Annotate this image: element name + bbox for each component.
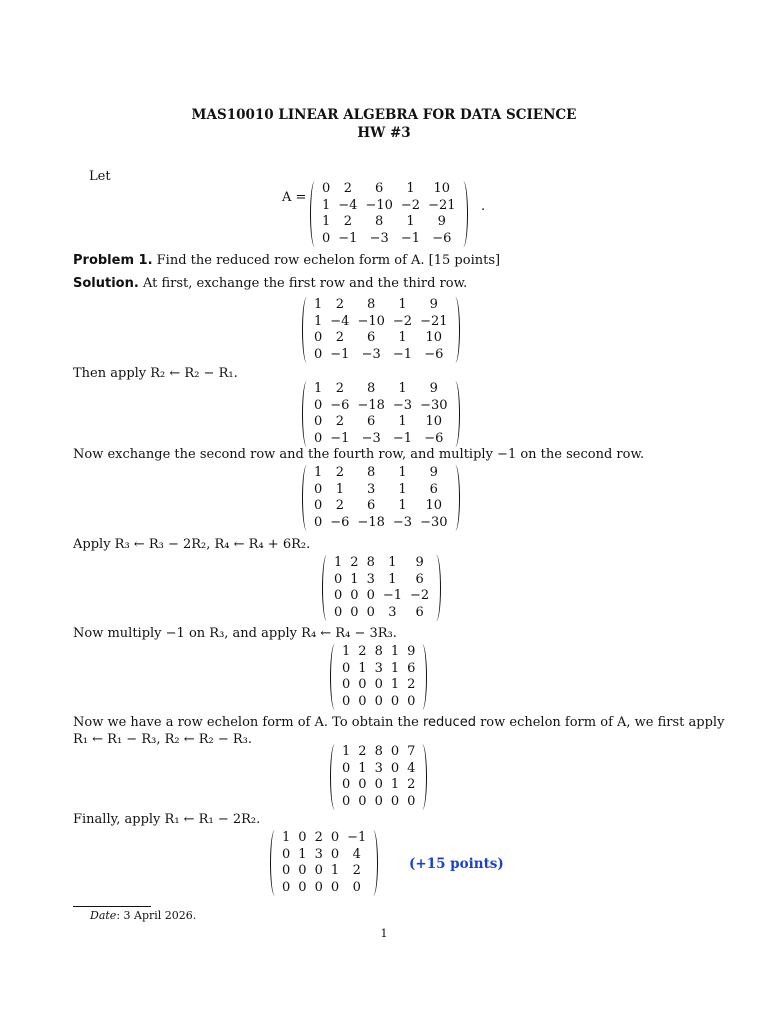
matrix-entry: 4 — [407, 760, 416, 776]
footnote-label: Date — [90, 909, 117, 922]
matrix-entry: 1 — [298, 846, 307, 862]
matrix-entry: 0 — [334, 588, 343, 603]
matrix-entry: 0 — [407, 793, 416, 809]
matrix-entry: 1 — [322, 214, 331, 229]
matrix-entry: −3 — [392, 514, 413, 530]
matrix-a — [310, 181, 468, 247]
matrix-entry: 4 — [352, 846, 361, 862]
right-paren — [419, 744, 427, 810]
matrix-entry: 1 — [314, 297, 323, 312]
step-text-7: Finally, apply R₁ ← R₁ − 2R₂. — [73, 812, 261, 827]
matrix-entry: −4 — [338, 197, 358, 213]
matrix-a-label: A = — [282, 190, 307, 205]
matrix-row — [310, 482, 452, 499]
left-paren — [330, 744, 338, 810]
matrix-row — [330, 605, 433, 622]
matrix-entry: 1 — [398, 465, 407, 480]
matrix-entry: 0 — [366, 588, 375, 603]
matrix-entry: 6 — [407, 660, 416, 676]
matrix-table — [310, 465, 452, 531]
matrix-entry: −21 — [420, 313, 448, 329]
matrix-row — [338, 677, 419, 694]
left-paren — [302, 297, 310, 363]
matrix-entry: 0 — [374, 777, 383, 792]
matrix-entry: 1 — [406, 181, 415, 196]
matrix-entry: −2 — [400, 197, 421, 213]
matrix-entry: 0 — [390, 693, 400, 709]
matrix-entry: 0 — [342, 660, 351, 676]
matrix-entry: 1 — [390, 644, 400, 659]
course-title: MAS10010 LINEAR ALGEBRA FOR DATA SCIENCE — [191, 107, 577, 123]
left-paren — [302, 465, 310, 531]
matrix-entry: 0 — [390, 793, 400, 809]
matrix-entry: −1 — [330, 430, 350, 446]
matrix-entry: 0 — [342, 693, 351, 709]
page-number: 1 — [380, 927, 388, 940]
matrix-entry: 1 — [398, 297, 407, 312]
matrix-entry: 1 — [388, 571, 397, 587]
matrix-entry: 10 — [433, 181, 451, 196]
matrix-entry: 2 — [314, 830, 323, 845]
matrix-entry: 2 — [352, 863, 361, 878]
matrix-entry: −1 — [347, 830, 367, 845]
matrix-entry: 2 — [335, 381, 344, 396]
matrix-entry: 0 — [334, 571, 343, 587]
footnote-text: : 3 April 2026. — [116, 909, 197, 922]
matrix-entry: −1 — [382, 588, 403, 603]
matrix-table — [338, 644, 419, 710]
matrix-entry: −21 — [428, 197, 456, 213]
right-paren — [452, 297, 460, 363]
matrix-entry: 0 — [330, 830, 340, 845]
matrix-entry: 1 — [398, 498, 407, 513]
step-text-4: Apply R₃ ← R₃ − 2R₂, R₄ ← R₄ + 6R₂. — [73, 537, 311, 552]
matrix-row — [330, 588, 433, 605]
matrix-table — [338, 744, 419, 810]
matrix-entry: 6 — [415, 571, 424, 587]
matrix-row — [338, 661, 419, 678]
matrix-entry: 10 — [425, 414, 443, 429]
matrix-entry: 2 — [335, 414, 344, 429]
matrix-entry: 3 — [367, 481, 376, 497]
matrix-entry: 0 — [314, 330, 323, 345]
matrix-entry: 0 — [314, 481, 323, 497]
matrix-entry: 0 — [298, 830, 307, 845]
matrix-entry: 9 — [429, 465, 438, 480]
matrix-entry: 8 — [367, 297, 376, 312]
matrix-entry: 2 — [343, 214, 352, 229]
matrix-entry: 3 — [314, 846, 323, 862]
matrix-entry: 0 — [358, 677, 367, 692]
matrix-entry: −4 — [330, 313, 350, 329]
matrix-entry: 3 — [374, 760, 383, 776]
matrix-entry: −6 — [330, 514, 350, 530]
matrix-entry: 0 — [350, 588, 359, 603]
matrix-entry: −3 — [361, 430, 381, 446]
matrix-row — [278, 863, 370, 880]
matrix-entry: −30 — [420, 514, 448, 530]
matrix-entry: 6 — [415, 604, 424, 620]
matrix-entry: 0 — [342, 793, 351, 809]
matrix-row — [338, 644, 419, 661]
right-paren — [370, 830, 378, 896]
let-text: Let — [89, 169, 111, 184]
matrix-entry: 0 — [330, 846, 340, 862]
matrix-entry: 8 — [375, 214, 384, 229]
problem-statement — [73, 252, 703, 270]
matrix-entry: 0 — [334, 604, 343, 620]
matrix-entry: 0 — [314, 397, 323, 413]
left-paren — [330, 644, 338, 710]
matrix-row — [278, 880, 370, 897]
matrix-table — [330, 555, 433, 621]
step-text-6 — [73, 714, 725, 732]
matrix-entry: 1 — [342, 644, 351, 659]
matrix-entry: 1 — [322, 197, 331, 213]
matrix-entry: 8 — [374, 644, 383, 659]
matrix-row — [338, 777, 419, 794]
footnote-rule — [73, 906, 151, 907]
matrix-entry: 0 — [350, 604, 359, 620]
right-paren — [460, 181, 468, 247]
matrix-entry: −6 — [424, 430, 444, 446]
points-badge: (+15 points) — [409, 856, 504, 872]
matrix-entry: −1 — [400, 230, 421, 246]
matrix-entry: 1 — [314, 465, 323, 480]
step-text-6-end: row echelon form of A, we first apply — [480, 715, 725, 730]
matrix-entry: 1 — [330, 863, 340, 878]
matrix-entry: 1 — [334, 555, 343, 570]
matrix-entry: 10 — [425, 330, 443, 345]
matrix-entry: 9 — [415, 555, 424, 570]
matrix-final — [270, 830, 378, 896]
matrix-step-6 — [330, 744, 427, 810]
matrix-entry: 0 — [314, 430, 323, 446]
solution-label: Solution. — [73, 276, 139, 291]
matrix-entry: 0 — [314, 879, 323, 895]
matrix-entry: 1 — [282, 830, 291, 845]
matrix-step-5 — [330, 644, 427, 710]
matrix-entry: 2 — [335, 465, 344, 480]
matrix-entry: 2 — [335, 498, 344, 513]
matrix-row — [310, 414, 452, 431]
matrix-entry: −10 — [357, 313, 385, 329]
right-paren — [433, 555, 441, 621]
matrix-entry: 8 — [367, 381, 376, 396]
matrix-entry: 1 — [398, 414, 407, 429]
matrix-entry: −2 — [410, 588, 430, 603]
matrix-entry: 1 — [398, 330, 407, 345]
homework-number: HW #3 — [357, 125, 411, 141]
solution-text: At first, exchange the first row and the third row. — [142, 276, 468, 291]
matrix-table — [310, 381, 452, 447]
matrix-entry: 2 — [358, 644, 367, 659]
matrix-entry: 0 — [390, 760, 400, 776]
matrix-entry: 0 — [358, 693, 367, 709]
matrix-entry: −1 — [330, 346, 350, 362]
matrix-table — [278, 830, 370, 896]
matrix-entry: 0 — [358, 793, 367, 809]
matrix-entry: 0 — [314, 863, 323, 878]
matrix-entry: 0 — [322, 230, 331, 246]
matrix-entry: 0 — [342, 777, 351, 792]
matrix-entry: 1 — [390, 677, 400, 692]
matrix-row — [310, 498, 452, 515]
matrix-entry: 6 — [367, 414, 376, 429]
matrix-entry: 0 — [358, 777, 367, 792]
step-text-5: Now multiply −1 on R₃, and apply R₄ ← R₄ − 3R₃. — [73, 626, 397, 641]
matrix-row — [310, 465, 452, 482]
matrix-a-period: . — [481, 199, 486, 214]
matrix-row — [330, 555, 433, 572]
matrix-entry: 6 — [367, 498, 376, 513]
matrix-entry: 0 — [322, 181, 331, 196]
right-paren — [452, 381, 460, 447]
matrix-entry: 9 — [437, 214, 446, 229]
matrix-entry: 0 — [314, 346, 323, 362]
matrix-entry: 0 — [330, 879, 340, 895]
matrix-entry: −2 — [392, 313, 413, 329]
problem-label: Problem 1. — [73, 253, 153, 268]
matrix-entry: 8 — [374, 744, 383, 759]
step-text-2: Then apply R₂ ← R₂ − R₁. — [73, 366, 238, 381]
matrix-entry: −18 — [357, 514, 385, 530]
left-paren — [322, 555, 330, 621]
matrix-entry: 3 — [374, 660, 383, 676]
matrix-entry: −1 — [338, 230, 358, 246]
matrix-entry: 2 — [350, 555, 359, 570]
matrix-step-2 — [302, 381, 460, 447]
matrix-entry: 0 — [390, 744, 400, 759]
matrix-entry: 0 — [282, 863, 291, 878]
matrix-row — [318, 214, 460, 231]
matrix-table — [318, 181, 460, 247]
matrix-row — [310, 330, 452, 347]
matrix-entry: 0 — [374, 793, 383, 809]
matrix-entry: 2 — [335, 330, 344, 345]
matrix-entry: 0 — [282, 879, 291, 895]
matrix-row — [338, 761, 419, 778]
matrix-entry: 2 — [407, 677, 416, 692]
matrix-entry: −30 — [420, 397, 448, 413]
matrix-entry: 0 — [282, 846, 291, 862]
matrix-entry: −1 — [392, 430, 413, 446]
matrix-entry: 0 — [314, 498, 323, 513]
matrix-entry: 6 — [367, 330, 376, 345]
matrix-row — [310, 314, 452, 331]
left-paren — [270, 830, 278, 896]
matrix-entry: 0 — [314, 514, 323, 530]
matrix-entry: 0 — [342, 760, 351, 776]
matrix-entry: −6 — [432, 230, 452, 246]
matrix-entry: 1 — [350, 571, 359, 587]
matrix-entry: 6 — [375, 181, 384, 196]
matrix-row — [310, 381, 452, 398]
right-paren — [419, 644, 427, 710]
matrix-entry: 0 — [407, 693, 416, 709]
footnote — [90, 909, 196, 922]
matrix-row — [310, 297, 452, 314]
step-text-6-start: Now we have a row echelon form of A. To obtain the — [73, 715, 419, 730]
matrix-entry: 1 — [358, 760, 367, 776]
matrix-entry: 2 — [343, 181, 352, 196]
matrix-entry: 9 — [407, 644, 416, 659]
step-text-6-cont: R₁ ← R₁ − R₃, R₂ ← R₂ − R₃. — [73, 732, 253, 747]
matrix-entry: −1 — [392, 346, 413, 362]
matrix-row — [330, 572, 433, 589]
right-paren — [452, 465, 460, 531]
matrix-entry: 0 — [374, 693, 383, 709]
matrix-row — [278, 830, 370, 847]
matrix-entry: 0 — [366, 604, 375, 620]
matrix-entry: 1 — [358, 660, 367, 676]
matrix-entry: 0 — [352, 879, 361, 895]
matrix-entry: 2 — [358, 744, 367, 759]
matrix-entry: −6 — [330, 397, 350, 413]
matrix-step-3 — [302, 465, 460, 531]
matrix-row — [318, 198, 460, 215]
matrix-entry: 1 — [342, 744, 351, 759]
matrix-row — [278, 847, 370, 864]
matrix-row — [318, 231, 460, 248]
matrix-entry: 0 — [314, 414, 323, 429]
solution-intro — [73, 275, 703, 293]
document-title — [0, 106, 768, 142]
matrix-entry: 0 — [342, 677, 351, 692]
matrix-entry: 7 — [407, 744, 416, 759]
matrix-row — [338, 694, 419, 711]
matrix-entry: 1 — [314, 313, 323, 329]
matrix-entry: 1 — [390, 777, 400, 792]
matrix-row — [310, 515, 452, 532]
matrix-entry: 9 — [429, 381, 438, 396]
matrix-entry: 0 — [298, 863, 307, 878]
matrix-entry: 0 — [298, 879, 307, 895]
matrix-entry: −3 — [361, 346, 381, 362]
matrix-entry: 6 — [429, 481, 438, 497]
left-paren — [310, 181, 318, 247]
matrix-entry: 2 — [335, 297, 344, 312]
matrix-entry: 9 — [429, 297, 438, 312]
matrix-row — [338, 794, 419, 811]
matrix-entry: −6 — [424, 346, 444, 362]
matrix-step-4 — [322, 555, 441, 621]
matrix-entry: −18 — [357, 397, 385, 413]
matrix-entry: 1 — [406, 214, 415, 229]
matrix-entry: 3 — [388, 604, 397, 620]
matrix-row — [310, 347, 452, 364]
matrix-row — [310, 431, 452, 448]
matrix-entry: 1 — [398, 381, 407, 396]
matrix-entry: −3 — [392, 397, 413, 413]
matrix-entry: 2 — [407, 777, 416, 792]
matrix-entry: 1 — [388, 555, 397, 570]
matrix-entry: 10 — [425, 498, 443, 513]
matrix-table — [310, 297, 452, 363]
matrix-entry: −10 — [365, 197, 393, 213]
matrix-row — [338, 744, 419, 761]
matrix-row — [310, 398, 452, 415]
matrix-entry: 1 — [398, 481, 407, 497]
matrix-step-1 — [302, 297, 460, 363]
matrix-entry: 1 — [335, 481, 344, 497]
matrix-entry: 8 — [367, 465, 376, 480]
matrix-entry: 1 — [314, 381, 323, 396]
matrix-entry: −3 — [369, 230, 389, 246]
reduced-word: reduced — [423, 715, 476, 730]
matrix-entry: 3 — [366, 571, 375, 587]
step-text-3: Now exchange the second row and the fourth row, and multiply −1 on the second row. — [73, 447, 645, 462]
problem-text: Find the reduced row echelon form of A. [15 points] — [156, 253, 501, 268]
matrix-entry: 1 — [390, 660, 400, 676]
matrix-entry: 8 — [366, 555, 375, 570]
left-paren — [302, 381, 310, 447]
matrix-entry: 0 — [374, 677, 383, 692]
matrix-row — [318, 181, 460, 198]
